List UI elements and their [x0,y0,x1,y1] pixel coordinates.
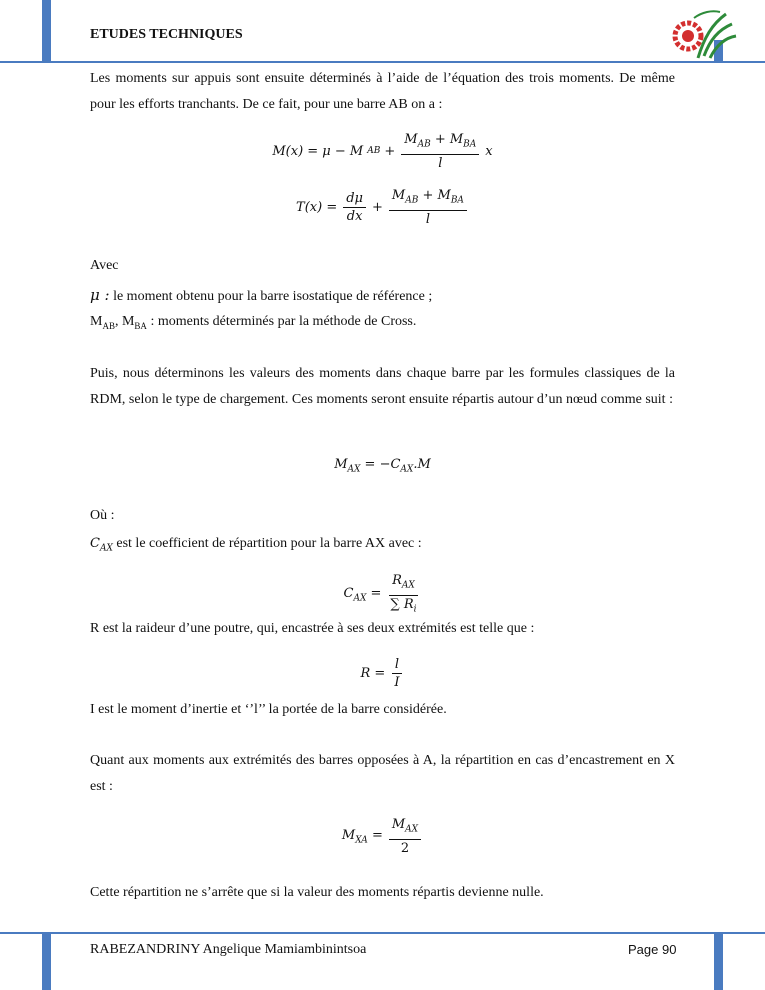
inertia-definition: I est le moment d’inertie et ‘’l’’ la portée de la barre considérée. [90,702,447,717]
mab-definition: $M_{AB}$, $M_{BA}$ : moments déterminés par la méthode de Cross. [90,314,417,331]
footer-left-bar [42,932,51,990]
page-number: Page 90 [628,942,677,957]
equation-stiffness: R = $\frac{l}{I}$ [0,657,765,690]
header-left-bar [42,0,51,62]
header-title: ETUDES TECHNIQUES [90,27,243,42]
equation-moment: M(x) = μ − M AB + $\frac{M_{AB} + M_{BA}}{l}$ x [272,132,493,171]
footer-right-bar [714,932,723,990]
equation-carryover: $M_{XA}$ = $\frac{M_{AX}}{2}$ [0,817,765,856]
university-logo [668,6,738,64]
conclusion-text: Cette répartition ne s’arrête que si la valeur des moments répartis devienne nulle. [90,885,544,900]
avec-label: Avec [90,258,119,273]
footer-author: RABEZANDRINY Angelique Mamiambinintsoa [90,942,367,957]
header-rule [0,61,765,63]
ou-label: Où : [90,508,115,523]
equation-distribution: $M_{AX} = -C_{AX}.M$ [334,457,431,475]
paragraph-rdm: Puis, nous déterminons les valeurs des moments dans chaque barre par les formules classiques de la RDM, selon le type de chargement. Ces moments seront ensuite répartis autour d’un nœud comme suit : [90,366,675,407]
paragraph-opposite: Quant aux moments aux extrémités des barres opposées à A, la répartition en cas d’encastrement en X est : [90,753,675,794]
footer-rule [0,932,765,934]
cax-definition: $C_{AX}$ est le coefficient de répartition pour la barre AX avec : [90,536,422,554]
stiffness-definition: R est la raideur d’une poutre, qui, encastrée à ses deux extrémités est telle que : [90,621,535,636]
equation-coefficient: $C_{AX}$ = $\frac{R_{AX}}{\sum R_i}$ [343,573,417,615]
equation-shear: T(x) = $\frac{d\mu}{dx}$ + $\frac{M_{AB} + M_{BA}}{l}$ [0,188,765,227]
paragraph-intro: Les moments sur appuis sont ensuite déterminés à l’aide de l’équation des trois moments. De même pour les efforts tranchants. De ce fait, pour une barre AB on a : [90,71,675,112]
mu-definition: μ : le moment obtenu pour la barre isostatique de référence ; [90,286,433,304]
